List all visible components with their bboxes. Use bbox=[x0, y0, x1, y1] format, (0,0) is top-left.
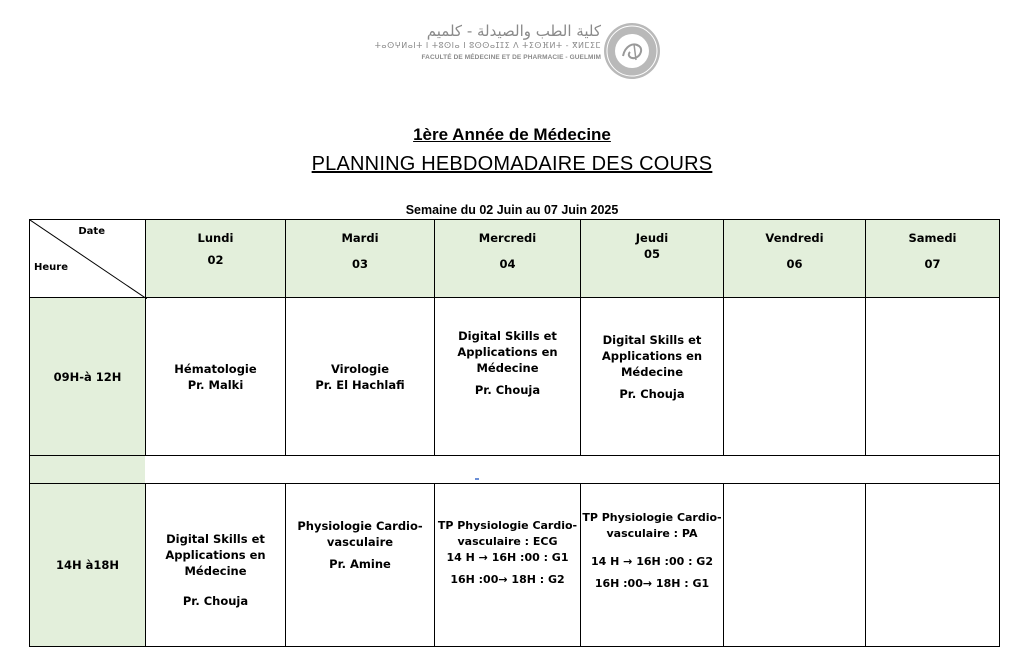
empty-cell bbox=[865, 297, 1000, 456]
professor-name: Pr. Chouja bbox=[182, 594, 249, 608]
week-range: Semaine du 02 Juin au 07 Juin 2025 bbox=[405, 203, 619, 217]
course-name-line: Applications en bbox=[457, 345, 558, 359]
course-name-line: vasculaire : PA bbox=[606, 527, 698, 540]
day-header bbox=[865, 219, 1000, 298]
empty-cell bbox=[723, 297, 866, 456]
day-header bbox=[285, 219, 435, 298]
course-name-line: Médecine bbox=[184, 564, 247, 578]
empty-cell bbox=[865, 483, 1000, 647]
day-header bbox=[145, 219, 286, 298]
day-name: Lundi bbox=[197, 231, 234, 245]
day-number: 03 bbox=[351, 257, 368, 271]
group-schedule: 14 H → 16H :00 : G1 bbox=[446, 551, 569, 564]
corner-heure-label: Heure bbox=[34, 262, 68, 273]
group-schedule: 14 H → 16H :00 : G2 bbox=[590, 555, 713, 568]
day-number: 05 bbox=[643, 247, 660, 261]
group-schedule: 16H :00→ 18H : G2 bbox=[450, 573, 565, 586]
page-subtitle: PLANNING HEBDOMADAIRE DES COURS bbox=[311, 153, 713, 175]
logo-french-text: FACULTÉ DE MÉDECINE ET DE PHARMACIE - GUELMIM bbox=[421, 54, 601, 61]
day-header bbox=[580, 219, 724, 298]
course-name-line: Digital Skills et bbox=[458, 329, 557, 343]
course-cell bbox=[580, 483, 724, 647]
course-name-line: vasculaire bbox=[326, 535, 394, 549]
course-name-line: Médecine bbox=[476, 361, 539, 375]
faculty-logo bbox=[345, 22, 663, 84]
day-name: Vendredi bbox=[765, 231, 824, 245]
empty-cell bbox=[723, 483, 866, 647]
day-name: Jeudi bbox=[635, 231, 669, 245]
logo-text bbox=[341, 22, 601, 64]
time-slot-morning bbox=[29, 297, 146, 456]
page-title: 1ère Année de Médecine bbox=[413, 125, 611, 144]
course-name-line: Médecine bbox=[620, 365, 684, 379]
day-number: 04 bbox=[499, 257, 516, 271]
time-label: 09H-à 12H bbox=[53, 369, 122, 384]
group-schedule: 16H :00→ 18H : G1 bbox=[594, 577, 710, 590]
logo-arabic-text: كلية الطب والصيدلة - كلميم bbox=[426, 22, 601, 40]
course-cell bbox=[285, 483, 435, 647]
professor-name: Pr. Malki bbox=[187, 377, 244, 392]
day-number: 02 bbox=[207, 253, 224, 267]
course-name-line: TP Physiologie Cardio- bbox=[437, 519, 578, 532]
course-cell bbox=[285, 297, 435, 456]
course-name: Hématologie bbox=[174, 361, 257, 376]
professor-name: Pr. El Hachlafi bbox=[315, 377, 405, 392]
day-header bbox=[434, 219, 581, 298]
course-cell bbox=[434, 483, 581, 647]
course-name-line: Digital Skills et bbox=[166, 532, 265, 546]
course-name-line: Applications en bbox=[165, 548, 266, 562]
university-seal-icon bbox=[603, 22, 661, 80]
course-name-line: TP Physiologie Cardio- bbox=[582, 511, 722, 524]
break-row bbox=[145, 455, 1000, 484]
professor-name: Pr. Chouja bbox=[474, 383, 541, 397]
day-name: Mercredi bbox=[478, 231, 537, 245]
corner-date-label: Date bbox=[78, 226, 105, 237]
course-cell bbox=[434, 297, 581, 456]
logo-tifinagh-text: ⵜⴰⵙⵖⵍⴰⵏⵜ ⵏ ⵜⵓⵙⵏⴰ ⵏ ⵓⵙⵙⴰⵊⵊⵉ ⴷ ⵜⵉⵙⴼⵍⵜ - ⴳⵍⵎⵉⵎ bbox=[374, 41, 601, 50]
course-name-line: vasculaire : ECG bbox=[457, 535, 558, 548]
professor-name: Pr. Amine bbox=[329, 557, 391, 571]
professor-name: Pr. Chouja bbox=[619, 387, 685, 401]
course-cell bbox=[580, 297, 724, 456]
break-row-label bbox=[29, 455, 146, 484]
course-cell bbox=[145, 297, 286, 456]
time-slot-afternoon bbox=[29, 483, 146, 647]
course-name: Virologie bbox=[330, 361, 390, 376]
day-name: Mardi bbox=[341, 231, 379, 245]
day-number: 07 bbox=[924, 257, 941, 271]
day-name: Samedi bbox=[908, 231, 957, 245]
day-header bbox=[723, 219, 866, 298]
day-number: 06 bbox=[786, 257, 803, 271]
course-name-line: Digital Skills et bbox=[602, 333, 702, 347]
course-name-line: Physiologie Cardio- bbox=[297, 519, 423, 533]
corner-cell bbox=[29, 219, 146, 298]
course-name-line: Applications en bbox=[601, 349, 703, 363]
cursor-mark bbox=[475, 478, 479, 480]
time-label: 14H à18H bbox=[55, 558, 120, 572]
course-cell bbox=[145, 483, 286, 647]
